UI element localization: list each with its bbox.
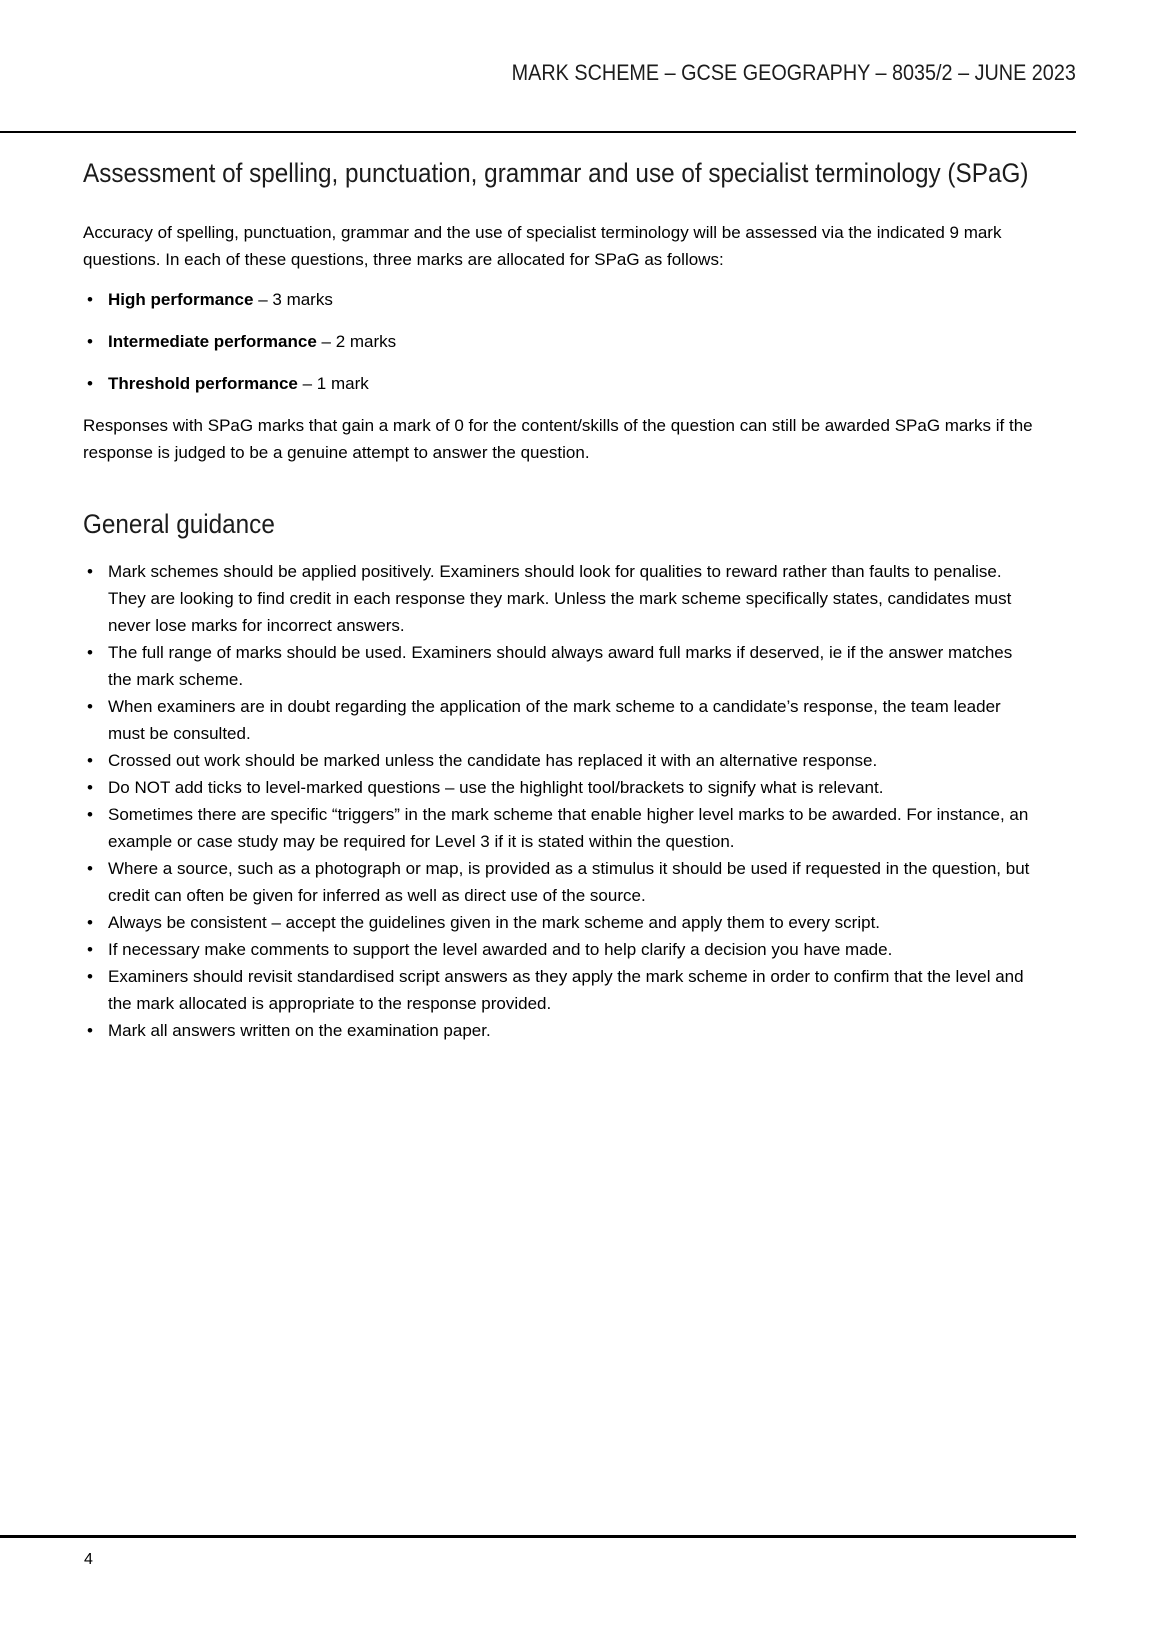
performance-level-marks: – 2 marks	[316, 332, 397, 351]
guidance-item: • Where a source, such as a photograph or map, is provided as a stimulus it should be used if requested in the question, but credit can often be given for inferred as well as direct use of the source.	[83, 855, 1037, 909]
footer-rule	[0, 1535, 1076, 1538]
spag-intro-paragraph: Accuracy of spelling, punctuation, grammar and the use of specialist terminology will be assessed via the indicated 9 mark questions. In each of these questions, three marks are allocated for SPaG as follows:	[83, 223, 1002, 269]
spag-note-paragraph: Responses with SPaG marks that gain a mark of 0 for the content/skills of the question can still be awarded SPaG marks if the response is judged to be a genuine attempt to answer the question.	[83, 416, 1033, 462]
spag-heading-text: Assessment of spelling, punctuation, grammar and use of specialist terminology (SPaG)	[83, 158, 1029, 188]
general-guidance-list	[83, 558, 1037, 1044]
general-guidance-heading-text: General guidance	[83, 509, 275, 539]
guidance-item: • Mark schemes should be applied positively. Examiners should look for qualities to reward rather than faults to penalise. They are looking to find credit in each response they mark. Unless the mark scheme specifically states, candidates must never lose marks for incorrect answers.	[83, 558, 1037, 639]
general-guidance-heading	[83, 505, 1037, 544]
performance-levels-list	[83, 286, 1037, 397]
guidance-item: • Crossed out work should be marked unless the candidate has replaced it with an alternative response.	[83, 747, 1037, 774]
guidance-item: • Examiners should revisit standardised script answers as they apply the mark scheme in order to confirm that the level and the mark allocated is appropriate to the response provided.	[83, 963, 1037, 1017]
guidance-item: • Always be consistent – accept the guidelines given in the mark scheme and apply them to every script.	[83, 909, 1037, 936]
guidance-item: • If necessary make comments to support the level awarded and to help clarify a decision you have made.	[83, 936, 1037, 963]
performance-level-label: Intermediate performance	[108, 332, 317, 351]
performance-level-item	[83, 286, 1037, 313]
performance-level-item	[83, 328, 1037, 355]
page-number: 4	[84, 1551, 93, 1568]
guidance-item: • The full range of marks should be used. Examiners should always award full marks if deserved, ie if the answer matches the mark scheme.	[83, 639, 1037, 693]
guidance-item: • Sometimes there are specific “triggers” in the mark scheme that enable higher level marks to be awarded. For instance, an example or case study may be required for Level 3 if it is stated within the question.	[83, 801, 1037, 855]
page-content	[83, 154, 1037, 1044]
header-rule	[0, 131, 1076, 133]
guidance-item: • Do NOT add ticks to level-marked questions – use the highlight tool/brackets to signify what is relevant.	[83, 774, 1037, 801]
guidance-item: • When examiners are in doubt regarding the application of the mark scheme to a candidate’s response, the team leader must be consulted.	[83, 693, 1037, 747]
header-title: MARK SCHEME – GCSE GEOGRAPHY – 8035/2 – JUNE 2023	[511, 60, 1076, 85]
performance-level-marks: – 1 mark	[297, 374, 369, 393]
guidance-item: • Mark all answers written on the examination paper.	[83, 1017, 1037, 1044]
performance-level-label: Threshold performance	[108, 374, 298, 393]
performance-level-label: High performance	[108, 290, 254, 309]
performance-level-marks: – 3 marks	[253, 290, 333, 309]
page-header	[0, 0, 1076, 86]
spag-section-heading	[83, 154, 1037, 193]
performance-level-item	[83, 370, 1037, 397]
